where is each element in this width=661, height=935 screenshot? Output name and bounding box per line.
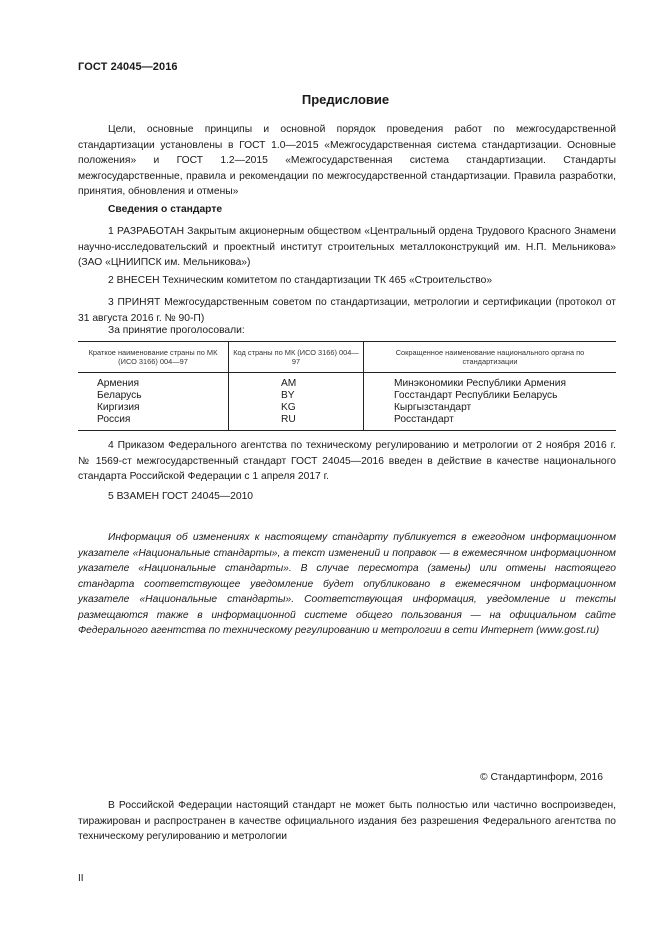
info-notice: Информация об изменениях к настоящему стандарту публикуется в ежегодном информационном указателе «Национальные стандарты», а текст изменений и поправок — в ежемесячном информационном указателе «Национальные стандарты». В случае пересмотра (замены) или отмены настоящего стандарта соответствующее уведомление будет опубликовано в ежемесячном информационном указателе «Национальные стандарты». Соответствующая информация, уведомление и тексты размещаются также в информационной системе общего пользования — на официальном сайте Федерального агентства по техническому регулированию и метрологии в сети Интернет (www.gost.ru) <box>78 532 616 636</box>
table-row <box>78 402 616 414</box>
section-heading: Сведения о стандарте <box>108 204 223 215</box>
item-developed: 1 РАЗРАБОТАН Закрытым акционерным обществом «Центральный ордена Трудового Красного Знамени научно-исследовательский и проектный институт строительных металлоконструкций им. Н.П. Мельникова» (ЗАО «ЦНИИПСК им. Мельникова») <box>78 226 616 268</box>
code-cell: RU <box>229 414 364 431</box>
table-row <box>78 414 616 431</box>
column-header-code: Код страны по МК (ИСО 3166) 004—97 <box>229 342 364 373</box>
document-header: ГОСТ 24045—2016 <box>78 61 178 73</box>
page-title: Предисловие <box>301 92 390 107</box>
item-replaces: 5 ВЗАМЕН ГОСТ 24045—2010 <box>108 491 254 502</box>
copyright-line: © Стандартинформ, 2016 <box>480 772 603 783</box>
country-cell: Беларусь <box>97 390 142 401</box>
country-cell: Киргизия <box>97 402 140 413</box>
country-cell: Россия <box>78 414 229 431</box>
column-header-country: Краткое наименование страны по МК (ИСО 3166) 004—97 <box>78 342 229 373</box>
table-row <box>78 390 616 402</box>
table-row <box>78 373 616 391</box>
code-cell: KG <box>229 402 364 414</box>
intro-paragraph: Цели, основные принципы и основной порядок проведения работ по межгосударственной стандартизации установлены в ГОСТ 1.0—2015 «Межгосударственная система стандартизации. Основные положения» и ГОСТ 1.2—2015 «Межгосударственная система стандартизации. Стандарты межгосударственные, правила и рекомендации по межгосударственной стандартизации. Правила разработки, принятия, обновления и отмены» <box>78 124 616 197</box>
authority-cell: Минэкономики Республики Армения <box>364 373 617 391</box>
code-cell: BY <box>229 390 364 402</box>
page-number: II <box>78 873 84 884</box>
authority-cell: Кыргызстандарт <box>364 402 617 414</box>
code-cell: AM <box>229 373 364 391</box>
country-cell: Армения <box>97 378 139 389</box>
table-header-row <box>78 342 616 373</box>
item-introduced: 2 ВНЕСЕН Техническим комитетом по стандартизации ТК 465 «Строительство» <box>108 275 493 286</box>
legal-notice: В Российской Федерации настоящий стандарт не может быть полностью или частично воспроизведен, тиражирован и распространен в качестве официального издания без разрешения Федерального агентства по техническому регулированию и метрологии <box>78 800 616 842</box>
column-header-authority: Сокращенное наименование национального органа по стандартизации <box>364 342 617 373</box>
voting-table <box>78 341 616 431</box>
authority-cell: Госстандарт Республики Беларусь <box>364 390 617 402</box>
item-adopted: 3 ПРИНЯТ Межгосударственным советом по стандартизации, метрологии и сертификации (протокол от 31 августа 2016 г. № 90-П) <box>78 297 616 324</box>
authority-cell: Росстандарт <box>364 414 617 431</box>
item-enacted: 4 Приказом Федерального агентства по техническому регулированию и метрологии от 2 ноября 2016 г. № 1569-ст межгосударственный стандарт ГОСТ 24045—2016 введен в действие в качестве национального стандарта Российской Федерации с 1 апреля 2017 г. <box>78 440 616 482</box>
voted-label: За принятие проголосовали: <box>108 325 245 336</box>
